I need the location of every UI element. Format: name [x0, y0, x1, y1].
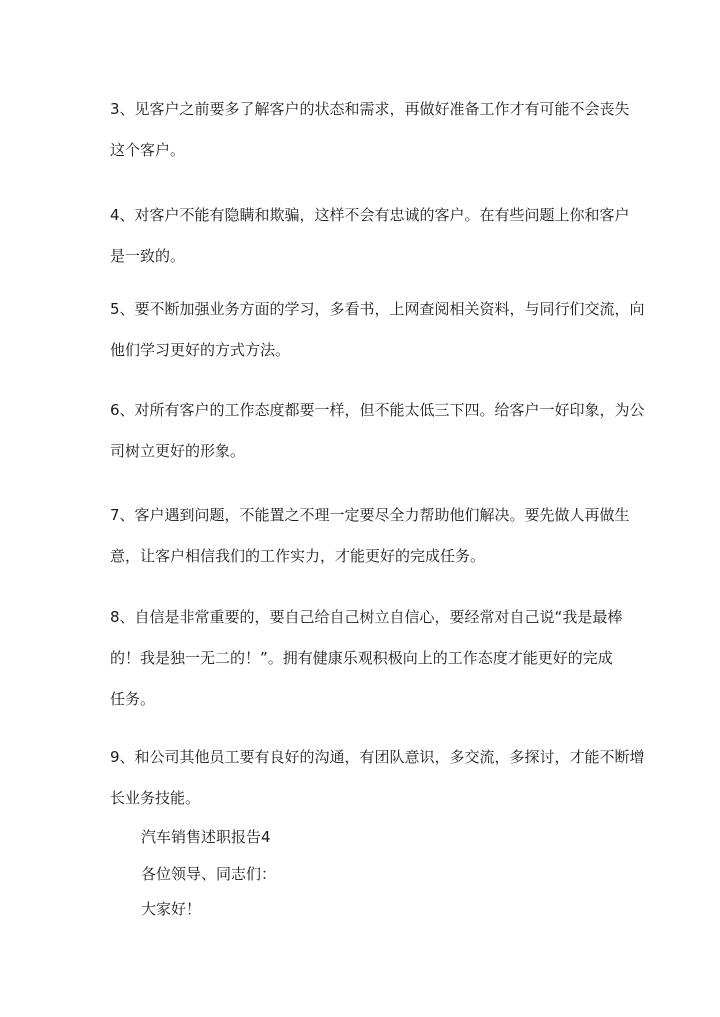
paragraph-line: 这个客户。: [110, 141, 186, 159]
paragraph-line: 7、客户遇到问题，不能置之不理一定要尽全力帮助他们解决。要先做人再做生: [110, 506, 630, 524]
paragraph-line: 任务。: [110, 690, 156, 708]
paragraph-line: 5、要不断加强业务方面的学习，多看书，上网查阅相关资料，与同行们交流，向: [110, 300, 645, 318]
paragraph-line: 是一致的。: [110, 247, 186, 265]
list-item-4: [110, 206, 630, 265]
paragraph-line: 意，让客户相信我们的工作实力，才能更好的完成任务。: [110, 547, 486, 565]
list-item-3: [110, 100, 630, 159]
list-item-6: [110, 401, 645, 460]
paragraph-line: 9、和公司其他员工要有良好的沟通，有团队意识，多交流，多探讨，才能不断增: [110, 748, 645, 766]
paragraph-line: 3、见客户之前要多了解客户的状态和需求，再做好准备工作才有可能不会丧失: [110, 100, 630, 118]
salutation: 各位领导、同志们：: [141, 865, 277, 883]
paragraph-line: 4、对客户不能有隐瞒和欺骗，这样不会有忠诚的客户。在有些问题上你和客户: [110, 206, 630, 224]
paragraph-line: 8、自信是非常重要的，要自己给自己树立自信心，要经常对自己说“我是最棒: [110, 608, 623, 626]
paragraph-line: 他们学习更好的方式方法。: [110, 341, 291, 359]
section-title: 汽车销售述职报告4: [141, 828, 271, 846]
paragraph-line: 司树立更好的形象。: [110, 442, 246, 460]
list-item-8: [110, 608, 623, 708]
paragraph-line: 6、对所有客户的工作态度都要一样，但不能太低三下四。给客户一好印象，为公: [110, 401, 645, 419]
list-item-7: [110, 506, 630, 565]
greeting: 大家好！: [141, 900, 202, 918]
paragraph-line: 的！我是独一无二的！”。拥有健康乐观积极向上的工作态度才能更好的完成: [110, 649, 613, 667]
paragraph-line: 长业务技能。: [110, 789, 201, 807]
list-item-9: [110, 748, 645, 807]
list-item-5: [110, 300, 645, 359]
